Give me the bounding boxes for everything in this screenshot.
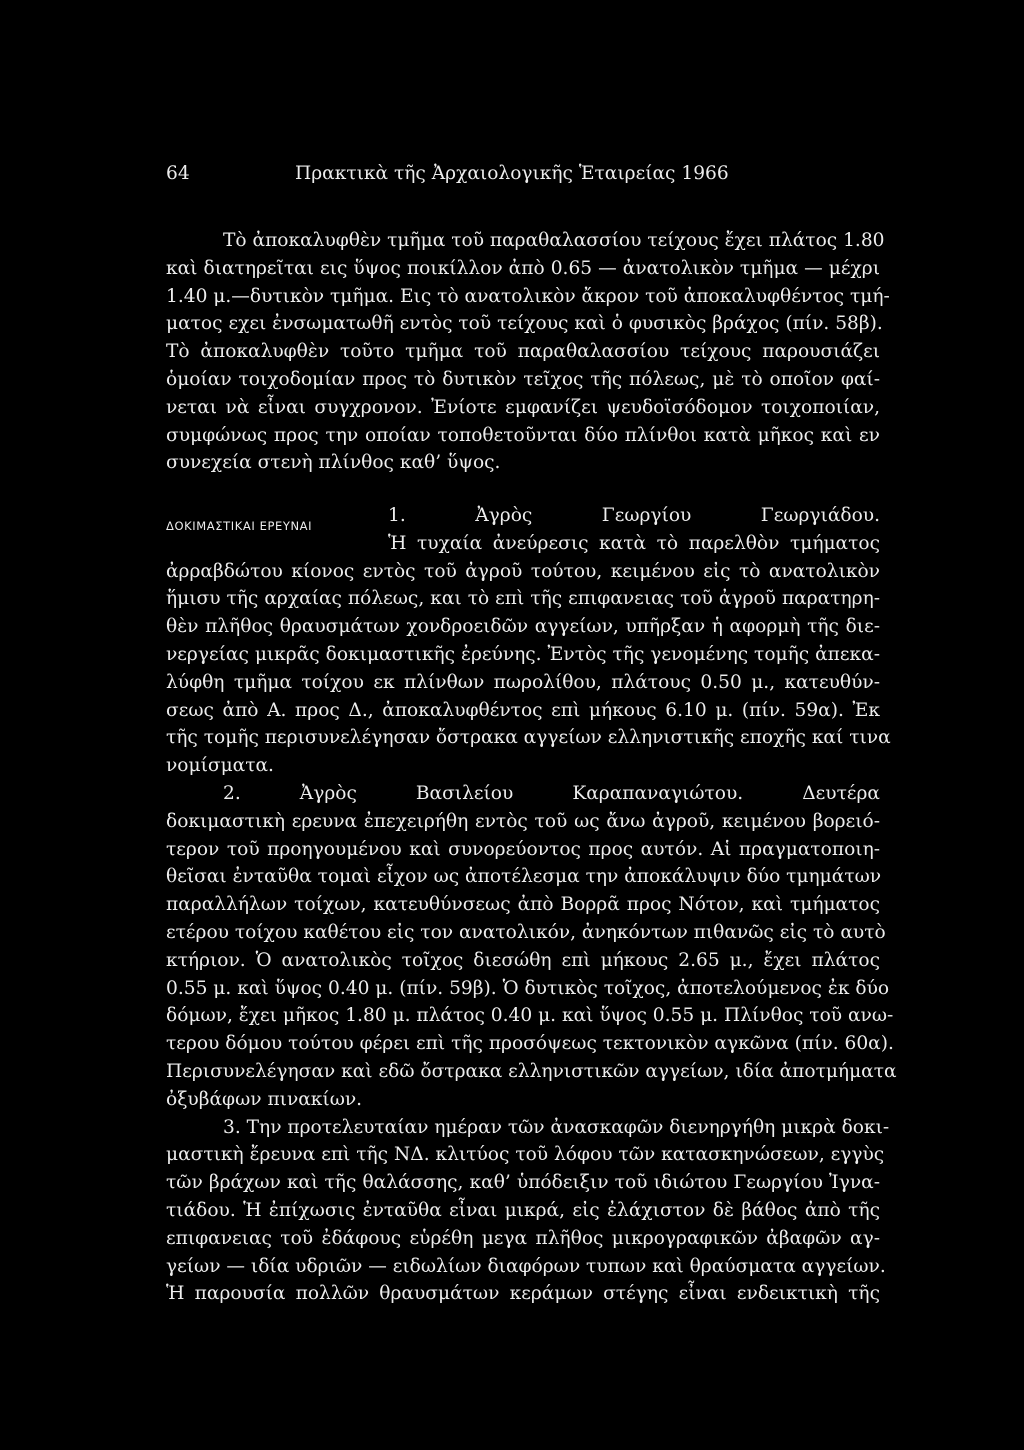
text-line: γείων — ιδία υδριῶν — ειδωλίων διαφόρων τυπων καὶ θραύσματα αγγείων. xyxy=(166,1255,886,1277)
text-line: νεργείας μικρᾶς δοκιμαστικῆς ἐρεύνης. Ἐντὸς τῆς γενομένης τομῆς ἀπεκα- xyxy=(166,643,880,665)
item-3-first-line: 3. Την προτελευταίαν ημέραν τῶν ἀνασκαφῶν διενηργήθη μικρὰ δοκι- xyxy=(223,1116,890,1138)
text-line: σεως ἀπὸ Α. προς Δ., ἀποκαλυφθέντος επὶ μήκους 6.10 μ. (πίν. 59α). Ἐκ xyxy=(166,699,880,721)
item-1-heading: 1. Ἀγρὸς Γεωργίου Γεωργιάδου. xyxy=(388,505,880,526)
text-line: Τὸ ἀποκαλυφθὲν τοῦτο τμῆμα τοῦ παραθαλασσίου τείχους παρουσιάζει xyxy=(166,341,880,363)
text-line: 0.55 μ. καὶ ὕψος 0.40 μ. (πίν. 59β). Ὁ δυτικὸς τοῖχος, ἀποτελούμενος ἐκ δύο xyxy=(166,977,890,999)
text-line: 1.40 μ.—δυτικὸν τμῆμα. Εις τὸ ανατολικὸν ἄκρον τοῦ ἀποκαλυφθέντος τμή- xyxy=(166,285,890,307)
text-line: ματος εχει ἐνσωματωθῆ εντὸς τοῦ τείχους καὶ ὁ φυσικὸς βράχος (πίν. 58β). xyxy=(166,313,883,335)
text-line: θεῖσαι ἐνταῦθα τομαὶ εἶχον ως ἀποτέλεσμα την ἀποκάλυψιν δύο τμημάτων xyxy=(166,866,882,888)
text-line: νομίσματα. xyxy=(166,755,274,777)
text-line: παραλλήλων τοίχων, κατευθύνσεως ἀπὸ Βορρᾶ προς Νότον, καὶ τμήματος xyxy=(166,894,880,916)
text-line: Περισυνελέγησαν καὶ εδῶ ὄστρακα ελληνιστικῶν αγγείων, ιδία ἀποτμήματα xyxy=(166,1060,897,1082)
text-line: Ἡ τυχαία ἀνεύρεσις κατὰ τὸ παρελθὸν τμήματος xyxy=(388,532,880,554)
running-head: Πρακτικὰ τῆς Ἀρχαιολογικῆς Ἑταιρείας 1966 xyxy=(295,163,729,184)
page-number: 64 xyxy=(166,163,190,184)
text-line: ὀξυβάφων πινακίων. xyxy=(166,1088,363,1110)
item-2-heading: 2. Ἀγρὸς Βασιλείου Καραπαναγιώτου. Δευτέρα xyxy=(223,782,880,804)
text-line: Τὸ ἀποκαλυφθὲν τμῆμα τοῦ παραθαλασσίου τείχους ἔχει πλάτος 1.80 xyxy=(223,230,885,251)
text-line: δοκιμαστικὴ ερευνα ἐπεχειρήθη εντὸς τοῦ ως ἄνω ἀγροῦ, κειμένου βορειό- xyxy=(166,810,880,832)
text-line: λύφθη τμῆμα τοίχου εκ πλίνθων πωρολίθου, πλάτους 0.50 μ., κατευθύν- xyxy=(166,671,880,693)
text-line: ετέρου τοίχου καθέτου εἰς τον ανατολικόν, ἀνηκόντων πιθανῶς εἰς τὸ αυτὸ xyxy=(166,921,886,943)
text-line: συμφώνως προς την οποίαν τοποθετοῦνται δύο πλίνθοι κατὰ μῆκος καὶ εν xyxy=(166,424,880,446)
section-trial-investigations xyxy=(166,502,897,1308)
text-line: ὁμοίαν τοιχοδομίαν προς τὸ δυτικὸν τεῖχος τῆς πόλεως, μὲ τὸ οποῖον φαί- xyxy=(166,368,880,390)
text-line: μαστικὴ ἔρευνα επὶ τῆς ΝΔ. κλιτύος τοῦ λόφου τῶν κατασκηνώσεων, εγγὺς xyxy=(166,1144,885,1166)
text-line: τιάδου. Ἡ ἐπίχωσις ἐνταῦθα εἶναι μικρά, εἰς ἐλάχιστον δὲ βάθος ἀπὸ τῆς xyxy=(166,1199,880,1221)
text-line: καὶ διατηρεῖται εις ὕψος ποικίλλον ἀπὸ 0.65 — ἀνατολικὸν τμῆμα — μέχρι xyxy=(166,257,880,279)
text-line: τερον τοῦ προηγουμένου καὶ συνορεύοντος προς αυτόν. Αἱ πραγματοποιη- xyxy=(166,838,880,860)
item-1-first-row xyxy=(166,530,880,558)
text-line: τερου δόμου τούτου φέρει επὶ τῆς προσόψεως τεκτονικὸν αγκῶνα (πίν. 60α). xyxy=(166,1033,894,1055)
text-line: επιφανειας τοῦ ἐδάφους εὑρέθη μεγα πλῆθος μικρογραφικῶν ἀβαφῶν αγ- xyxy=(166,1227,880,1249)
text-line: Ἡ παρουσία πολλῶν θραυσμάτων κεράμων στέγης εἶναι ενδεικτικὴ τῆς xyxy=(166,1283,880,1305)
text-line: ἥμισυ τῆς αρχαίας πόλεως, και τὸ επὶ τῆς επιφανειας τοῦ ἀγροῦ παρατηρη- xyxy=(166,588,880,610)
text-line: τῆς τομῆς περισυνελέγησαν ὄστρακα αγγείων ελληνιστικῆς εποχῆς καί τινα xyxy=(166,727,891,749)
text-line: τῶν βράχων καὶ τῆς θαλάσσης, καθ’ ὑπόδειξιν τοῦ ιδιώτου Γεωργίου Ἰγνα- xyxy=(166,1172,880,1194)
side-note-heading: ΔΟΚΙΜΑΣΤΙΚΑΙ ΕΡΕΥΝΑΙ xyxy=(166,519,313,533)
text-line: κτήριον. Ὁ ανατολικὸς τοῖχος διεσώθη επὶ μήκους 2.65 μ., ἔχει πλάτος xyxy=(166,949,880,971)
text-line: ἀρραβδώτου κίονος εντὸς τοῦ ἀγροῦ τούτου, κειμένου εἰς τὸ ανατολικὸν xyxy=(166,560,880,582)
item-1-heading-row xyxy=(166,502,880,530)
text-line: δόμων, ἔχει μῆκος 1.80 μ. πλάτος 0.40 μ. καὶ ὕψος 0.55 μ. Πλίνθος τοῦ ανω- xyxy=(166,1005,894,1027)
text-line: συνεχεία στενὴ πλίνθος καθ’ ὕψος. xyxy=(166,452,501,474)
text-line: νεται νὰ εἶναι συγχρονον. Ἐνίοτε εμφανίζει ψευδοϊσόδομον τοιχοποιίαν, xyxy=(166,396,880,418)
paragraph-wall-description xyxy=(166,227,890,477)
text-line: θὲν πλῆθος θραυσμάτων χονδροειδῶν αγγείων, υπῆρξαν ἡ αφορμὴ τῆς διε- xyxy=(166,616,880,638)
